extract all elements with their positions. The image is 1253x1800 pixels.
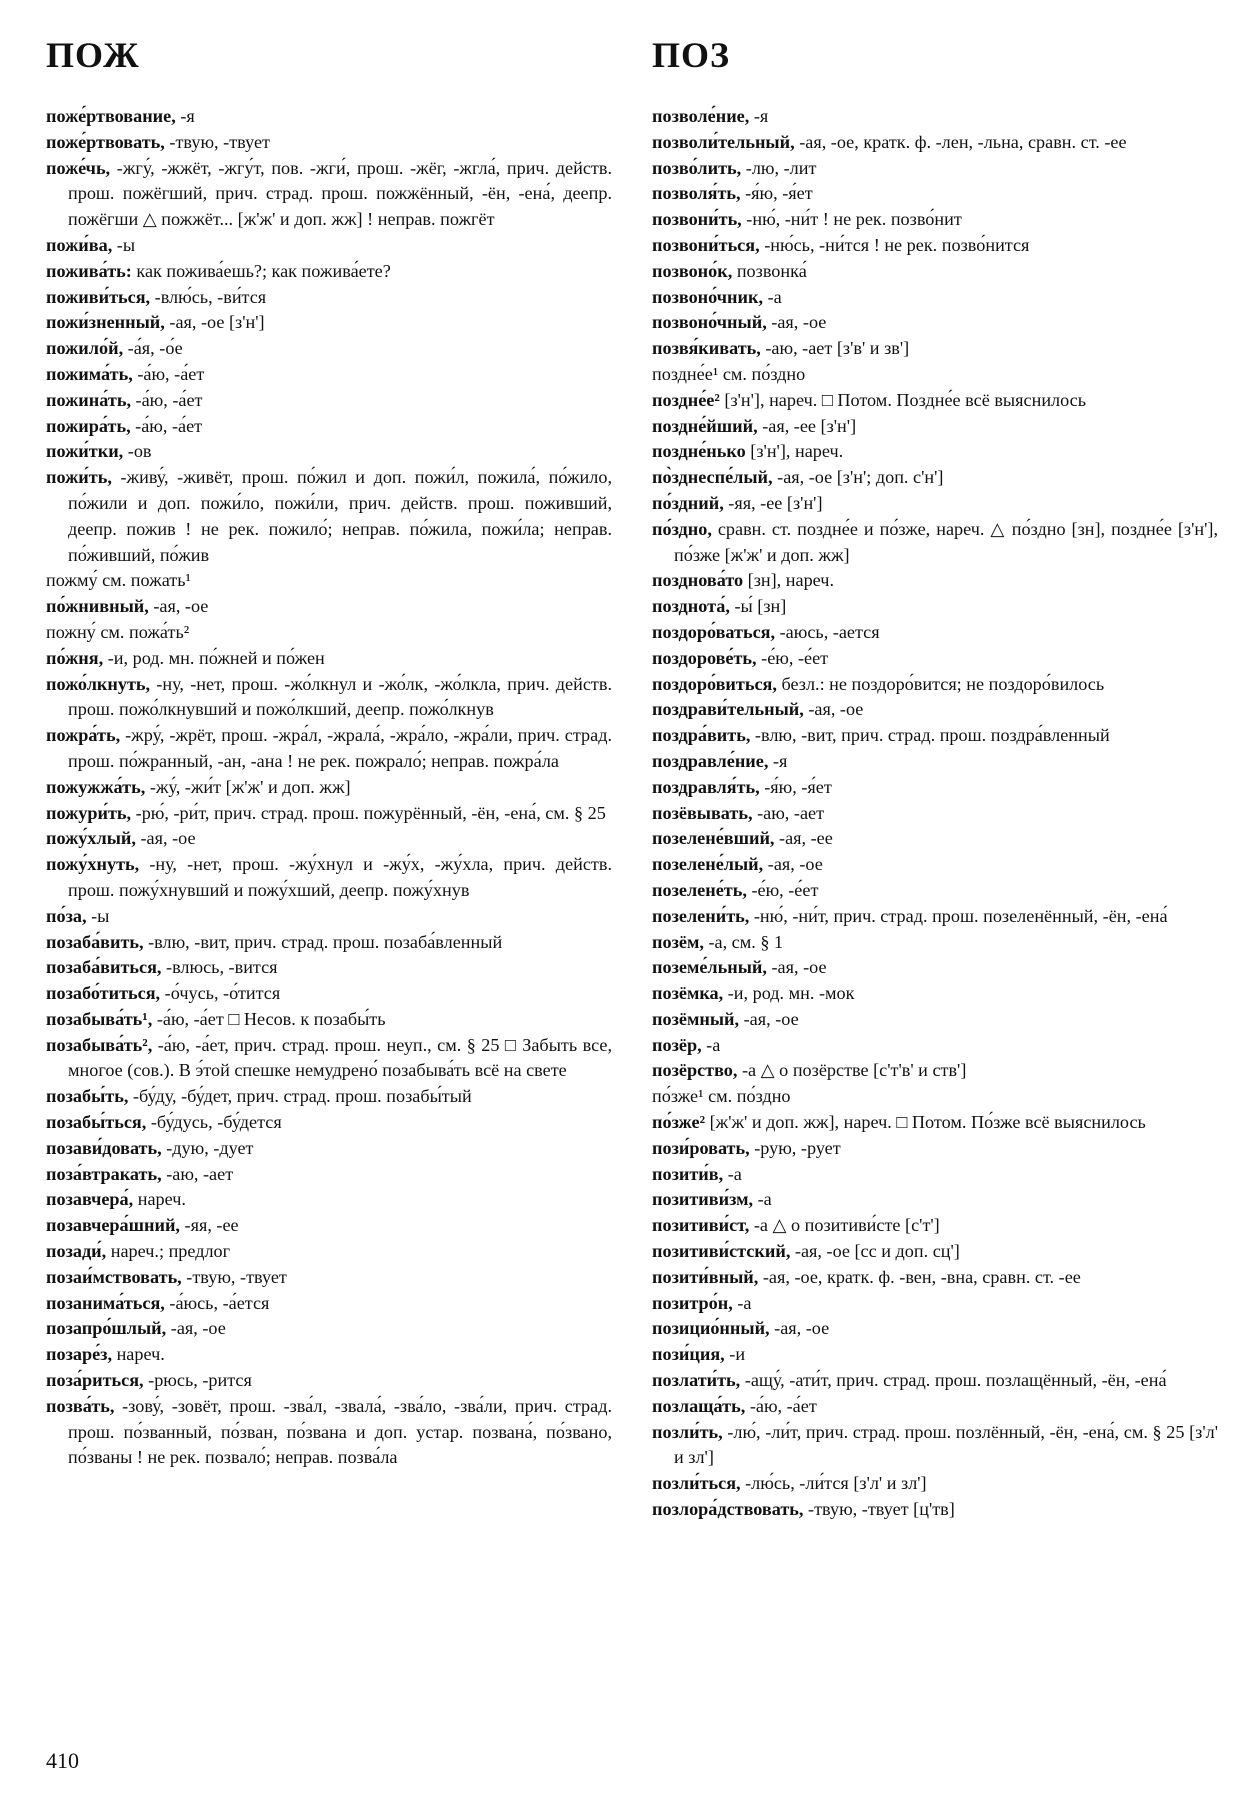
entry-headword: позли́ться, [652,1473,741,1494]
entry-headword: позволя́ть, [652,183,741,204]
entry-body: -аю, -ает [161,1163,234,1184]
entry-body: -яя, -ее [179,1215,239,1236]
entry-body: -влюсь, -вится [161,957,278,978]
dictionary-entry [652,517,1218,569]
entry-body: -лю, -лит [741,157,817,178]
entry-body: -твую, -твует [ц'тв] [803,1499,955,1520]
entry-body: -ая, -ое [739,1008,799,1029]
dictionary-entry [652,414,1218,440]
entry-headword: позвя́кивать, [652,338,761,359]
dictionary-entry [652,878,1218,904]
entry-body: -а [723,1163,742,1184]
dictionary-entry [46,672,612,724]
dictionary-entry [652,1187,1218,1213]
entry-headword: пожира́ть, [46,415,131,436]
entry-body: -ы́ [зн] [729,596,787,617]
dictionary-entry [46,1239,612,1265]
entry-body: -лю́сь, -ли́тся [з'л' и зл'] [740,1473,927,1494]
entry-headword: позитро́н, [652,1292,733,1313]
entry-headword: по́здний, [652,492,724,513]
entry-headword: позёмный, [652,1008,740,1029]
entry-body: поздне́е¹ см. по́здно [652,363,806,384]
entry-body: -ая, -ое [166,1318,226,1339]
entry-body: -я [768,750,788,771]
entry-headword: пози́ция, [652,1344,725,1365]
entry-headword: позитиви́зм, [652,1189,754,1210]
entry-body: -а́я, -о́е [123,338,183,359]
entry-body: -е́ю, -е́ет [746,879,819,900]
entry-body: -ну, -нет, прош. -жу́хнул и -жу́х, -жу́хла, прич. действ. прош. пожу́хнувший и пожу́хший, деепр. пожу́хнув [68,854,612,900]
entry-headword: поздоро́ваться, [652,621,776,642]
dictionary-entry [46,1316,612,1342]
entry-body: пожну́ см. пожа́ть² [46,621,190,642]
entry-body: -а́ю, -а́ет [131,389,203,410]
left-column [46,104,612,1471]
dictionary-entry [46,801,612,827]
entry-headword: поземе́льный, [652,957,767,978]
dictionary-entry [652,646,1218,672]
dictionary-entry [46,620,612,646]
dictionary-entry [652,904,1218,930]
entry-headword: пожра́ть, [46,725,121,746]
dictionary-entry [46,259,612,285]
entry-headword: поже́чь, [46,157,111,178]
dictionary-entry [46,981,612,1007]
entry-body: -дую, -дует [161,1137,254,1158]
entry-body: -ая, -ое [з'н'] [164,312,265,333]
dictionary-entry [652,130,1218,156]
entry-body: -я [749,106,769,126]
dictionary-entry [46,362,612,388]
entry-headword: пожи́зненный, [46,312,165,333]
entry-headword: позити́вный, [652,1266,759,1287]
entry-body: -е́ю, -е́ет [756,647,829,668]
entry-headword: пози́ровать, [652,1137,750,1158]
entry-headword: поздне́йший, [652,415,758,436]
dictionary-entry [46,388,612,414]
entry-body: безл.: не поздоро́вится; не поздоро́вилось [776,673,1105,694]
entry-body: [зн], нареч. [743,570,834,591]
dictionary-entry [652,233,1218,259]
entry-headword: пожина́ть, [46,389,131,410]
dictionary-entry [652,362,1218,388]
entry-body: -а́ю, -а́ет, прич. страд. прош. неуп., см. § 25 □ Забыть все, многое (сов.). В э́той спешке немудрено́ позабыва́ть всё на свете [68,1034,612,1081]
entry-headword: по́зже² [652,1112,706,1133]
dictionary-entry [652,620,1218,646]
dictionary-entry [652,1420,1218,1472]
entry-body: -ая, -ое [сс и доп. сц'] [790,1241,960,1262]
entry-headword: позвоно́к, [652,260,733,281]
entry-headword: позитиви́стский, [652,1241,791,1262]
dictionary-entry [46,336,612,362]
entry-body: -ая, -ое [763,854,823,875]
entry-body: по́зже¹ см. по́здно [652,1086,791,1107]
dictionary-entry [652,1033,1218,1059]
dictionary-entry [652,852,1218,878]
dictionary-entry [46,1162,612,1188]
entry-headword: пожило́й, [46,338,124,359]
entry-headword: поздравле́ние, [652,750,769,771]
entry-headword: позабы́ться, [46,1112,147,1133]
entry-body: -а́юсь, -а́ется [164,1292,270,1313]
dictionary-entry [46,1342,612,1368]
dictionary-entry [652,723,1218,749]
entry-headword: позелене́вший, [652,828,775,849]
entry-body: нареч. [112,1344,165,1365]
dictionary-entry [46,1368,612,1394]
entry-headword: позлора́дствовать, [652,1499,804,1520]
entry-headword: пожи́ва, [46,234,113,255]
entry-headword: позабо́титься, [46,983,161,1004]
dictionary-entry [46,852,612,904]
entry-body: -бу́ду, -бу́дет, прич. страд. прош. позабы́тый [128,1086,472,1107]
entry-body: -ню́, -ни́т, прич. страд. прош. позеленённый, -ён, -ена́ [749,905,1168,926]
dictionary-entry [652,336,1218,362]
entry-body: -аю, -ает [752,802,825,823]
dictionary-entry [46,723,612,775]
entry-headword: позавчера́, [46,1189,134,1210]
dictionary-entry [652,207,1218,233]
entry-headword: позитиви́ст, [652,1215,750,1236]
entry-headword: пожо́лкнуть, [46,673,151,694]
dictionary-entry [46,1110,612,1136]
entry-body: [з'н'], нареч. [745,441,844,462]
dictionary-entry [652,1084,1218,1110]
entry-headword: позити́в, [652,1163,724,1184]
dictionary-entry [46,1007,612,1033]
dictionary-entry [46,439,612,465]
entry-headword: позади́, [46,1241,107,1262]
entry-body: -яя, -ее [з'н'] [723,492,823,513]
entry-headword: позёр, [652,1034,702,1055]
entry-headword: позли́ть, [652,1421,723,1442]
dictionary-entry [652,388,1218,414]
entry-headword: позицио́нный, [652,1318,770,1339]
entry-headword: позелени́ть, [652,905,750,926]
right-column [652,104,1218,1523]
dictionary-entry [652,955,1218,981]
entry-body: -ая, -ое, кратк. ф. -вен, -вна, сравн. ст. -ее [758,1266,1081,1287]
entry-headword: позапро́шлый, [46,1318,167,1339]
entry-headword: позаба́вить, [46,931,144,952]
dictionary-entry [46,156,612,233]
entry-headword: пожива́ть: [46,260,132,281]
dictionary-entry [46,104,612,130]
entry-headword: позабыва́ть², [46,1034,153,1055]
entry-body: -аю, -ает [з'в' и зв'] [760,338,910,359]
dictionary-entry [652,285,1218,311]
entry-body: -ая, -ое [135,828,196,849]
running-head-left: ПОЖ [46,35,140,75]
entry-body: -а [753,1189,772,1210]
dictionary-entry [652,1136,1218,1162]
entry-body: -лю́, -ли́т, прич. страд. прош. позлённый, -ён, -ена́, см. § 25 [з'л' и зл'] [674,1421,1218,1468]
dictionary-entry [652,672,1218,698]
dictionary-entry [46,1265,612,1291]
entry-headword: позелене́ть, [652,879,747,900]
dictionary-entry [652,259,1218,285]
dictionary-entry [46,1213,612,1239]
entry-body: -я [175,106,195,126]
entry-body: -а́ю, -а́ет [132,363,205,384]
dictionary-entry [652,1342,1218,1368]
entry-body: -и, род. мн. -мок [723,983,855,1004]
entry-headword: позволи́тельный, [652,131,795,152]
entry-headword: позабы́ть, [46,1086,129,1107]
entry-headword: позвоно́чный, [652,312,767,333]
entry-body: -ну, -нет, прош. -жо́лкнул и -жо́лк, -жо́лкла, прич. действ. прош. пожо́лкнувший и пожо́лкший, деепр. пожо́лкнув [68,673,612,720]
entry-body: пожму́ см. пожать¹ [46,570,192,591]
entry-headword: позаре́з, [46,1344,113,1365]
entry-headword: позёвывать, [652,802,753,823]
entry-body: -жгу́, -жжёт, -жгу́т, пов. -жги́, прош. -жёг, -жгла́, прич. действ. прош. пожёгший, прич. страд. прош. пожжённый, -ён, -ена́, деепр. пожёгши △ пожжёт... [ж'ж' и доп. жж] ! неправ. пожгёт [68,157,612,230]
page-number: 410 [46,1748,79,1773]
dictionary-entry [46,130,612,156]
entry-headword: по́жнивный, [46,596,149,617]
entry-body: -ая, -ее [з'н'] [757,415,857,436]
dictionary-entry [652,749,1218,775]
entry-body: -твую, -твует [164,131,270,152]
dictionary-entry [652,1007,1218,1033]
entry-headword: позанима́ться, [46,1292,165,1313]
dictionary-entry [46,465,612,568]
entry-headword: пожу́хнуть, [46,854,140,875]
entry-body: -а́ю, -а́ет □ Несов. к позабы́ть [152,1008,386,1029]
dictionary-entry [46,1136,612,1162]
dictionary-entry [46,285,612,311]
entry-headword: позва́ть, [46,1395,115,1416]
entry-headword: по́здно, [652,518,712,539]
entry-body: сравн. ст. поздне́е и по́зже, нареч. △ по́здно [зн], поздне́е [з'н'], по́зже [ж'ж' и доп. жж] [674,518,1218,565]
entry-headword: поздравля́ть, [652,776,760,797]
dictionary-entry [652,775,1218,801]
entry-body: нареч.; предлог [106,1241,231,1262]
entry-body: -бу́дусь, -бу́дется [146,1112,282,1133]
entry-body: -ая, -ое [з'н'; доп. с'н'] [772,467,944,488]
entry-body: -рюсь, -рится [143,1370,252,1391]
entry-body: -а́ю, -а́ет [130,415,203,436]
dictionary-entry [46,930,612,956]
running-head-right: ПОЗ [652,35,731,75]
entry-body: -а △ о позёрстве [с'т'в' и ств'] [737,1060,967,1081]
dictionary-entry [652,826,1218,852]
entry-headword: поздра́вить, [652,725,751,746]
entry-headword: поздоро́виться, [652,673,777,694]
dictionary-entry [652,1239,1218,1265]
entry-headword: поже́ртвовать, [46,131,165,152]
dictionary-entry [652,594,1218,620]
dictionary-entry [652,1316,1218,1342]
entry-body: -о́чусь, -о́тится [160,983,281,1004]
entry-body: -а [732,1292,752,1313]
entry-headword: поздрави́тельный, [652,699,804,720]
entry-headword: позво́лить, [652,157,742,178]
dictionary-entry [652,1110,1218,1136]
entry-headword: позелене́лый, [652,854,764,875]
entry-body: -а́ю, -а́ет [745,1395,817,1416]
dictionary-entry [652,1291,1218,1317]
entry-headword: по̀зднеспе́лый, [652,467,773,488]
entry-body: как пожива́ешь?; как пожива́ете? [131,260,391,281]
dictionary-entry [652,181,1218,207]
dictionary-entry [652,697,1218,723]
dictionary-entry [46,904,612,930]
entry-body: -ая, -ое [769,1318,830,1339]
entry-headword: позлати́ть, [652,1370,741,1391]
dictionary-entry [652,801,1218,827]
entry-body: -влю, -вит, прич. страд. прош. позаба́вленный [143,931,503,952]
entry-headword: поза́втракать, [46,1163,162,1184]
dictionary-entry [652,1058,1218,1084]
dictionary-entry [652,1394,1218,1420]
entry-body: -жу́, -жи́т [ж'ж' и доп. жж] [145,776,351,797]
entry-headword: позабыва́ть¹, [46,1008,153,1029]
dictionary-entry [652,1265,1218,1291]
dictionary-entry [652,1162,1218,1188]
entry-headword: позаба́виться, [46,957,162,978]
entry-headword: пожи́ть, [46,467,112,488]
dictionary-entry [652,1471,1218,1497]
entry-headword: позавчера́шний, [46,1215,180,1236]
dictionary-entry [46,775,612,801]
dictionary-entry [46,310,612,336]
dictionary-entry [46,1033,612,1085]
entry-headword: поздне́е² [652,389,720,410]
dictionary-entry [652,310,1218,336]
entry-headword: пожи́тки, [46,441,124,462]
entry-headword: позави́довать, [46,1137,162,1158]
entry-headword: позлаща́ть, [652,1395,746,1416]
entry-headword: позёрство, [652,1060,738,1081]
entry-body: -влю́сь, -ви́тся [150,286,267,307]
dictionary-entry [46,233,612,259]
dictionary-entry [652,104,1218,130]
dictionary-entry [46,826,612,852]
dictionary-entry [652,1368,1218,1394]
entry-body: -твую, -твует [181,1266,287,1287]
entry-body: -ащу́, -ати́т, прич. страд. прош. позлащённый, -ён, -ена́ [740,1370,1167,1391]
dictionary-entry [652,156,1218,182]
entry-body: -ая, -ое [766,957,827,978]
dictionary-entry [652,568,1218,594]
entry-body: -а △ о позитиви́сте [с'т'] [749,1215,940,1236]
entry-body: -ню́сь, -ни́тся ! не рек. позво́нится [759,234,1030,255]
entry-body: -а, см. § 1 [703,931,784,952]
entry-body: -ая, -ое, кратк. ф. -лен, -льна, сравн. ст. -ее [794,131,1127,152]
entry-headword: поже́ртвование, [46,106,176,126]
entry-body: -ая, -ое [803,699,864,720]
dictionary-entry [46,1394,612,1471]
dictionary-entry [46,594,612,620]
entry-body: -ов [123,441,152,462]
entry-body: -а [763,286,782,307]
entry-body: -рую, -рует [749,1137,841,1158]
dictionary-entry [46,1084,612,1110]
dictionary-entry [652,930,1218,956]
entry-headword: позвоно́чник, [652,286,764,307]
entry-headword: позаи́мствовать, [46,1266,182,1287]
dictionary-entry [46,1187,612,1213]
entry-headword: поживи́ться, [46,286,151,307]
entry-body: [з'н'], нареч. □ Потом. Поздне́е всё выяснилось [719,389,1087,410]
entry-body: -ы [112,234,136,255]
entry-body: -ню́, -ни́т ! не рек. позво́нит [741,209,962,230]
entry-headword: пожужжа́ть, [46,776,146,797]
entry-body: нареч. [133,1189,186,1210]
dictionary-entry [652,491,1218,517]
entry-headword: поздне́нько [652,441,746,462]
dictionary-entry [652,981,1218,1007]
dictionary-entry [46,646,612,672]
entry-headword: позвони́ть, [652,209,742,230]
entry-headword: позвони́ться, [652,234,760,255]
dictionary-entry [46,955,612,981]
entry-body: -и, род. мн. по́жней и по́жен [103,647,325,668]
entry-headword: позднова́то [652,570,744,591]
entry-body: -аюсь, -ается [775,621,880,642]
entry-body: [ж'ж' и доп. жж], нареч. □ Потом. По́зже всё выяснилось [705,1112,1146,1133]
entry-headword: пожури́ть, [46,802,132,823]
entry-body: -я́ю, -я́ет [740,183,813,204]
entry-body: -жру́, -жрёт, прош. -жра́л, -жрала́, -жра́ло, -жра́ли, прич. страд. прош. по́жранный, -ан, -ана ! не рек. пожрало́; неправ. пожра́ла [68,725,612,771]
entry-headword: поза́риться, [46,1370,144,1391]
dictionary-entry [46,414,612,440]
entry-body: -я́ю, -я́ет [759,776,832,797]
entry-body: -ы [86,905,110,926]
entry-body: -и [724,1344,746,1365]
entry-headword: поздорове́ть, [652,647,757,668]
entry-body: -влю, -вит, прич. страд. прош. поздра́вленный [750,725,1110,746]
entry-body: -а [701,1034,721,1055]
entry-headword: позём, [652,931,704,952]
entry-headword: позднота́, [652,596,730,617]
dictionary-entry [46,568,612,594]
entry-headword: пожима́ть, [46,363,133,384]
entry-body: позвонка́ [732,260,807,281]
entry-body: -ая, -ое [148,596,209,617]
dictionary-entry [652,1213,1218,1239]
entry-body: -ая, -ее [774,828,833,849]
dictionary-entry [46,1291,612,1317]
entry-body: -зову́, -зовёт, прош. -зва́л, -звала́, -зва́ло, -зва́ли, прич. страд. прош. по́званный, по́зван, по́звана и доп. устар. позвана́, по́звано, по́званы ! не рек. позвало́; неправ. позва́ла [68,1395,612,1468]
entry-body: -рю́, -ри́т, прич. страд. прош. пожурённый, -ён, -ена́, см. § 25 [131,802,606,823]
entry-headword: позволе́ние, [652,106,750,126]
entry-headword: по́жня, [46,647,104,668]
entry-body: -живу́, -живёт, прош. по́жил и доп. пожи́л, пожила́, по́жило, по́жили и доп. пожи́ло, пожи́ли, прич. действ. прош. поживший, деепр. пожив ! не рек. пожило́; неправ. по́жила, пожи́ла; неправ. по́живший, по́жив [68,467,612,565]
dictionary-entry [652,439,1218,465]
entry-body: -ая, -ое [766,312,827,333]
dictionary-entry [652,1497,1218,1523]
entry-headword: позёмка, [652,983,724,1004]
dictionary-entry [652,465,1218,491]
entry-headword: по́за, [46,905,87,926]
entry-headword: пожу́хлый, [46,828,136,849]
